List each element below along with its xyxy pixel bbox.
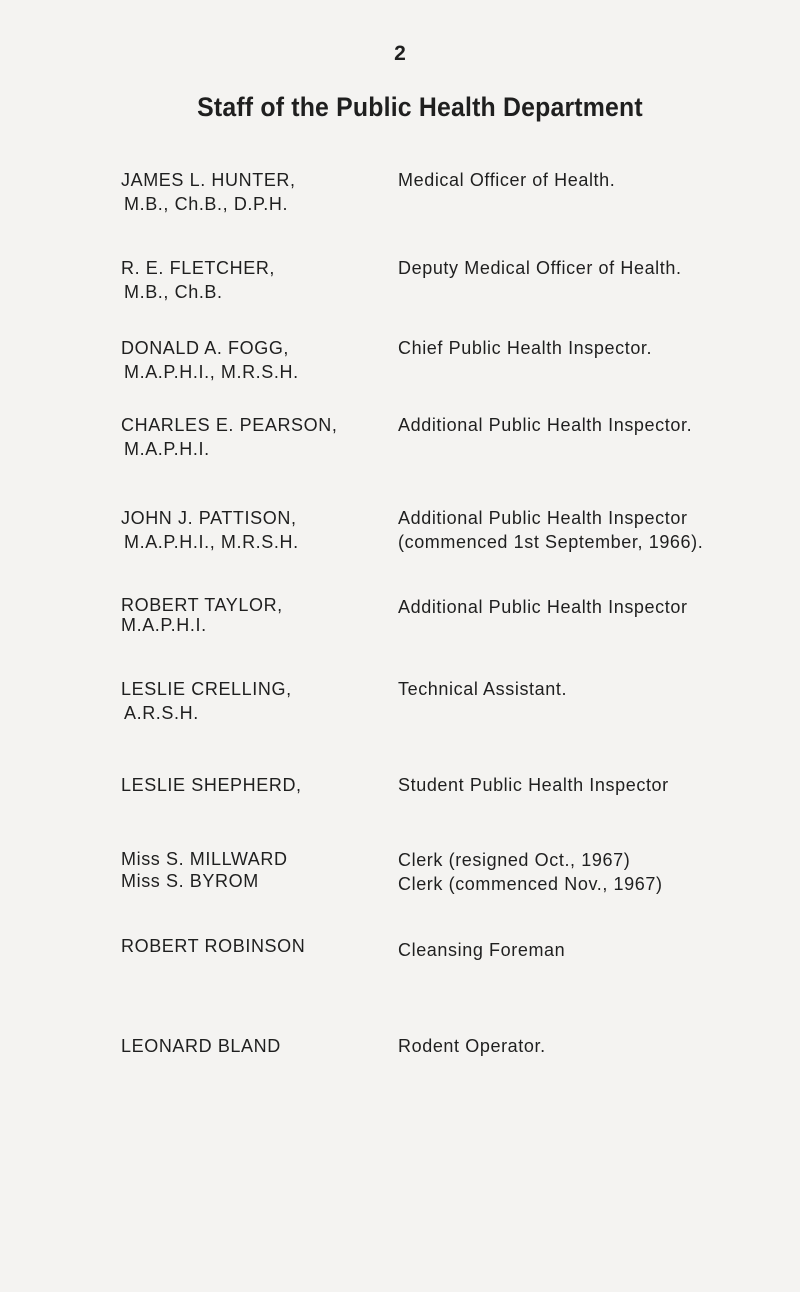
staff-role [398, 773, 788, 797]
name-line: DONALD A. FOGG, [121, 338, 290, 358]
staff-role [398, 848, 788, 896]
role-line: Additional Public Health Inspector [398, 597, 688, 617]
staff-name [121, 677, 381, 725]
qualifications-line: M.A.P.H.I. [121, 615, 207, 635]
qualifications-line: A.R.S.H. [124, 703, 199, 723]
role-line: Medical Officer of Health. [398, 170, 616, 190]
staff-role [398, 256, 788, 280]
page-number: 2 [394, 42, 406, 65]
qualifications-line: M.A.P.H.I., M.R.S.H. [124, 532, 299, 552]
staff-role [398, 595, 788, 619]
name-line: ROBERT TAYLOR, [121, 595, 283, 615]
name-line: LESLIE SHEPHERD, [121, 775, 302, 795]
staff-name [121, 1034, 381, 1058]
role-line: Chief Public Health Inspector. [398, 338, 653, 358]
role-line: Clerk (resigned Oct., 1967) [398, 850, 631, 870]
staff-name [121, 413, 381, 461]
role-line: Student Public Health Inspector [398, 775, 669, 795]
name-line: LEONARD BLAND [121, 1036, 281, 1056]
qualifications-line: M.A.P.H.I. [124, 439, 210, 459]
staff-role [398, 677, 788, 701]
name-line: Miss S. MILLWARD [121, 849, 288, 869]
role-line: Additional Public Health Inspector [398, 508, 688, 528]
staff-role [398, 938, 788, 962]
staff-name [121, 595, 381, 635]
staff-role [398, 1034, 788, 1058]
staff-name [121, 256, 381, 304]
staff-role [398, 506, 788, 554]
staff-name [121, 848, 381, 892]
role-line: Rodent Operator. [398, 1036, 546, 1056]
staff-name [121, 773, 381, 797]
name-line: JAMES L. HUNTER, [121, 170, 296, 190]
staff-role [398, 336, 788, 360]
name-line: JOHN J. PATTISON, [121, 508, 297, 528]
name-line: Miss S. BYROM [121, 871, 259, 891]
name-line: R. E. FLETCHER, [121, 258, 276, 278]
role-line: Additional Public Health Inspector. [398, 415, 693, 435]
staff-role [398, 168, 788, 192]
staff-name [121, 168, 381, 216]
role-line: Deputy Medical Officer of Health. [398, 258, 682, 278]
name-line: CHARLES E. PEARSON, [121, 415, 338, 435]
role-line: Cleansing Foreman [398, 940, 566, 960]
name-line: LESLIE CRELLING, [121, 679, 292, 699]
name-line: ROBERT ROBINSON [121, 936, 306, 956]
qualifications-line: M.A.P.H.I., M.R.S.H. [124, 362, 299, 382]
role-line: Clerk (commenced Nov., 1967) [398, 874, 663, 894]
role-line: Technical Assistant. [398, 679, 568, 699]
page-title: Staff of the Public Health Department [197, 92, 643, 122]
staff-name [121, 336, 381, 384]
staff-name [121, 934, 381, 958]
qualifications-line: M.B., Ch.B., D.P.H. [124, 194, 289, 214]
staff-role [398, 413, 788, 437]
qualifications-line: M.B., Ch.B. [124, 282, 223, 302]
role-line: (commenced 1st September, 1966). [398, 532, 704, 552]
staff-name [121, 506, 381, 554]
